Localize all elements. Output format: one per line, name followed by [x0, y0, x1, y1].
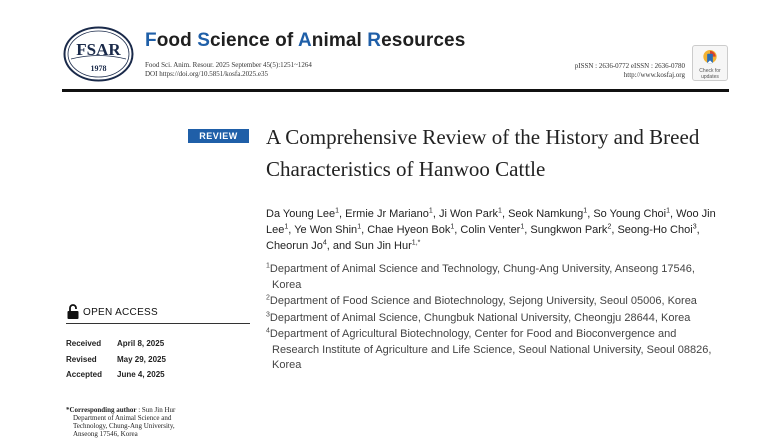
article-dates — [66, 336, 166, 383]
author-affiliation-mark: 1 — [583, 207, 588, 215]
author-affiliation-mark: 1,* — [411, 239, 421, 247]
journal-logo — [63, 26, 134, 82]
date-row — [66, 336, 166, 352]
author-name: Seong-Ho Choi — [617, 224, 693, 236]
affiliation-text: Department of Animal Science and Technology, Chung-Ang University, Anseong 17546, Korea — [269, 263, 695, 291]
author-affiliation-mark: 3 — [692, 223, 697, 231]
open-access-label: OPEN ACCESS — [83, 307, 158, 318]
journal-title-word: esources — [381, 30, 466, 51]
journal-url[interactable]: http://www.kosfaj.org — [623, 70, 685, 79]
citation-line: Food Sci. Anim. Resour. 2025 September 45(5):1251~1264 — [145, 61, 312, 69]
author-name: Sungkwon Park — [530, 224, 608, 236]
affiliation-number: 2 — [266, 294, 270, 302]
date-label: Received — [66, 339, 102, 348]
author-name: Chae Hyeon Bok — [367, 224, 451, 236]
corresponding-address-line: Anseong 17546, Korea — [73, 430, 138, 438]
check-for-updates-button[interactable] — [692, 45, 728, 81]
date-row — [66, 352, 166, 368]
header-divider — [62, 89, 729, 92]
journal-title-initial: R — [367, 30, 382, 51]
journal-title-word: nimal — [311, 30, 368, 51]
issn-line: pISSN : 2636-0772 eISSN : 2636-0780 — [574, 62, 685, 70]
corresponding-author — [66, 406, 246, 438]
author-affiliation-mark: 1 — [335, 207, 340, 215]
check-updates-label: Check for updates — [699, 68, 721, 80]
open-access-banner — [66, 304, 250, 324]
journal-title-word: cience of — [210, 30, 298, 51]
affiliation-text: Department of Agricultural Biotechnology, Center for Food and Bioconvergence and Research Institute of Agriculture and Life Science, Seoul National University, Seoul 08826, Korea — [269, 328, 712, 371]
date-value: April 8, 2025 — [117, 339, 165, 348]
author-name: Colin Venter — [460, 224, 521, 236]
journal-title-word: ood — [156, 30, 198, 51]
corresponding-address-line: Technology, Chung-Ang University, — [73, 422, 175, 430]
affiliation-number: 3 — [266, 310, 270, 318]
author-affiliation-mark: 1 — [428, 207, 433, 215]
affiliation-text: Department of Animal Science, Chungbuk National University, Cheongju 28644, Korea — [269, 311, 691, 324]
affiliation-item — [266, 311, 726, 327]
svg-text:1978: 1978 — [90, 64, 107, 73]
corresponding-label: *Corresponding author — [66, 406, 137, 414]
author-list: Da Young Lee$^1$, Ermie Jr Mariano$^1$, Ji Won Park$^1$, Seok Namkung$^1$, So Young Choi$^1$, Woo Jin Lee$^1$, Ye Won Shin$^1$, Chae Hyeon Bok$^1$, Colin Venter$^1$, Sungkwon Park$^2$, Seong-Ho Choi$^3$, Cheorun Jo$^4$, and Sun Jin Hur$^{1,*}$ — [266, 207, 716, 252]
author-affiliation-mark: 2 — [607, 223, 612, 231]
author-name: Seok Namkung — [508, 208, 584, 220]
corresponding-address-line: Department of Animal Science and — [73, 414, 172, 422]
author-affiliation-mark: 1 — [666, 207, 671, 215]
author-name: Ye Won Shin — [294, 224, 358, 236]
open-lock-icon — [67, 304, 79, 319]
journal-title-initial: F — [145, 30, 157, 51]
date-value: May 29, 2025 — [117, 354, 166, 364]
author-affiliation-mark: 4 — [322, 239, 327, 247]
journal-title — [145, 30, 465, 52]
check-updates-icon — [701, 49, 719, 68]
author-name: Woo Jin Lee — [266, 208, 716, 236]
date-label: Revised — [66, 354, 97, 364]
article-type-badge: REVIEW — [188, 129, 249, 143]
author-name: Sun Jin Hur — [354, 240, 412, 252]
author-name: Da Young Lee — [266, 208, 336, 220]
citation-info — [145, 61, 312, 78]
affiliation-list — [266, 262, 726, 375]
corresponding-name: : Sun Jin Hur — [136, 406, 176, 414]
author-name: Ji Won Park — [438, 208, 499, 220]
author-name: So Young Choi — [593, 208, 667, 220]
journal-title-initial: A — [297, 30, 312, 51]
affiliation-number: 1 — [266, 262, 270, 270]
affiliation-number: 4 — [266, 327, 270, 335]
author-name: Cheorun Jo — [266, 240, 323, 252]
author-affiliation-mark: 1 — [357, 223, 362, 231]
issn-info — [575, 62, 685, 79]
affiliation-item — [266, 327, 726, 374]
affiliation-item — [266, 294, 726, 310]
affiliation-item — [266, 262, 726, 293]
journal-title-initial: S — [197, 30, 210, 51]
date-row — [66, 367, 166, 383]
author-affiliation-mark: 1 — [284, 223, 289, 231]
article-title: A Comprehensive Review of the History and Breed Characteristics of Hanwoo Cattle — [266, 125, 700, 181]
doi-line[interactable]: DOI https://doi.org/10.5851/kosfa.2025.e35 — [145, 69, 268, 78]
affiliation-text: Department of Food Science and Biotechnology, Sejong University, Seoul 05006, Korea — [269, 295, 697, 307]
author-name: Ermie Jr Mariano — [345, 208, 429, 220]
date-value: June 4, 2025 — [117, 370, 165, 379]
date-label: Accepted — [66, 370, 103, 379]
svg-text:FSAR: FSAR — [76, 40, 121, 59]
author-affiliation-mark: 1 — [520, 223, 525, 231]
author-affiliation-mark: 1 — [450, 223, 455, 231]
author-affiliation-mark: 1 — [498, 207, 502, 215]
